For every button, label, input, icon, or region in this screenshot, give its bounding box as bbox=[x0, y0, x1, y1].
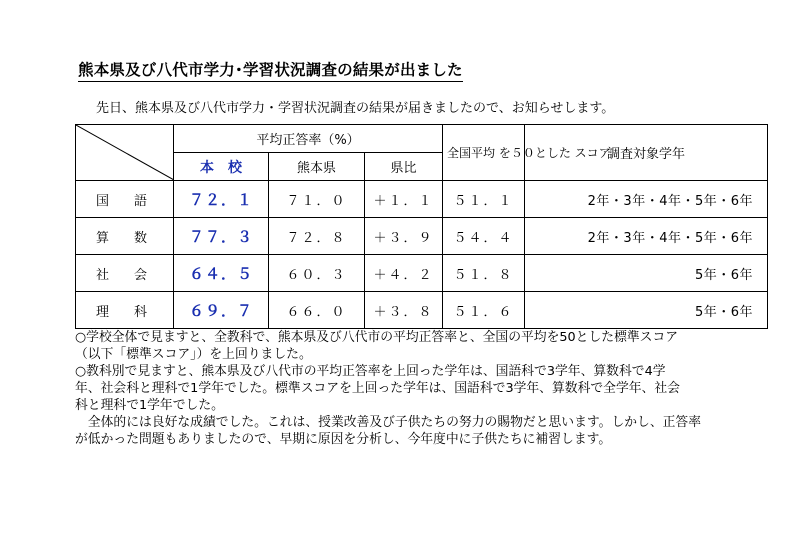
note-line: ○教科別で見ますと、熊本県及び八代市の平均正答率を上回った学年は、国語科で3学年、算数科で4学 bbox=[75, 364, 666, 379]
note-line: が低かった問題もありましたので、早期に原因を分析し、今年度中に子供たちに補習します。 bbox=[75, 432, 612, 447]
intro-text: 先日、熊本県及び八代市学力・学習状況調査の結果が届きましたので、お知らせします。 bbox=[96, 101, 615, 116]
header-pref: 熊本県 bbox=[269, 153, 365, 181]
header-rate: 平均正答率（%） bbox=[174, 125, 443, 153]
pref-score: ７２．８ bbox=[269, 218, 365, 255]
subject-cell: 算 数 bbox=[76, 218, 174, 255]
national-score: ５１．６ bbox=[443, 292, 525, 329]
grades-cell: 2年・3年・4年・5年・6年 bbox=[525, 218, 768, 255]
national-score: ５１．１ bbox=[443, 181, 525, 218]
pref-score: ６０．３ bbox=[269, 255, 365, 292]
note-line: 全体的には良好な成績でした。これは、授業改善及び子供たちの努力の賜物だと思います。しかし、正答率 bbox=[75, 415, 702, 430]
pref-score: ６６．０ bbox=[269, 292, 365, 329]
diff-score: ＋３．９ bbox=[365, 218, 443, 255]
header-grades: 調査対象学年 bbox=[525, 125, 768, 181]
corner-cell bbox=[76, 125, 174, 181]
school-score: ７２．１ bbox=[174, 181, 269, 218]
school-score: ６４．５ bbox=[174, 255, 269, 292]
notes-section bbox=[75, 329, 775, 448]
results-table bbox=[75, 124, 768, 329]
table-row bbox=[76, 181, 768, 218]
note-line: 科と理科で1学年でした。 bbox=[75, 398, 224, 413]
school-score: ７７．３ bbox=[174, 218, 269, 255]
page-title: 熊本県及び八代市学力･学習状況調査の結果が出ました bbox=[78, 58, 463, 82]
note-line: 年、社会科と理科で1学年でした。標準スコアを上回った学年は、国語科で3学年、算数科で全学年、社会 bbox=[75, 381, 680, 396]
table-header-row bbox=[76, 125, 768, 153]
table-row bbox=[76, 292, 768, 329]
header-school: 本 校 bbox=[174, 153, 269, 181]
diff-score: ＋４．２ bbox=[365, 255, 443, 292]
grades-cell: 2年・3年・4年・5年・6年 bbox=[525, 181, 768, 218]
pref-score: ７１．０ bbox=[269, 181, 365, 218]
diff-score: ＋１．１ bbox=[365, 181, 443, 218]
table-row bbox=[76, 218, 768, 255]
school-score: ６９．７ bbox=[174, 292, 269, 329]
header-national: 全国平均 を５０とした スコア bbox=[443, 125, 525, 181]
note-line: （以下「標準スコア」）を上回りました。 bbox=[75, 347, 312, 362]
grades-cell: 5年・6年 bbox=[525, 292, 768, 329]
diff-score: ＋３．８ bbox=[365, 292, 443, 329]
subject-cell: 社 会 bbox=[76, 255, 174, 292]
table-row bbox=[76, 255, 768, 292]
note-line: ○学校全体で見ますと、全教科で、熊本県及び八代市の平均正答率と、全国の平均を50とした標準スコア bbox=[75, 330, 679, 345]
subject-cell: 理 科 bbox=[76, 292, 174, 329]
national-score: ５１．８ bbox=[443, 255, 525, 292]
diagonal-line bbox=[76, 125, 174, 180]
subject-cell: 国 語 bbox=[76, 181, 174, 218]
national-score: ５４．４ bbox=[443, 218, 525, 255]
header-diff: 県比 bbox=[365, 153, 443, 181]
grades-cell: 5年・6年 bbox=[525, 255, 768, 292]
